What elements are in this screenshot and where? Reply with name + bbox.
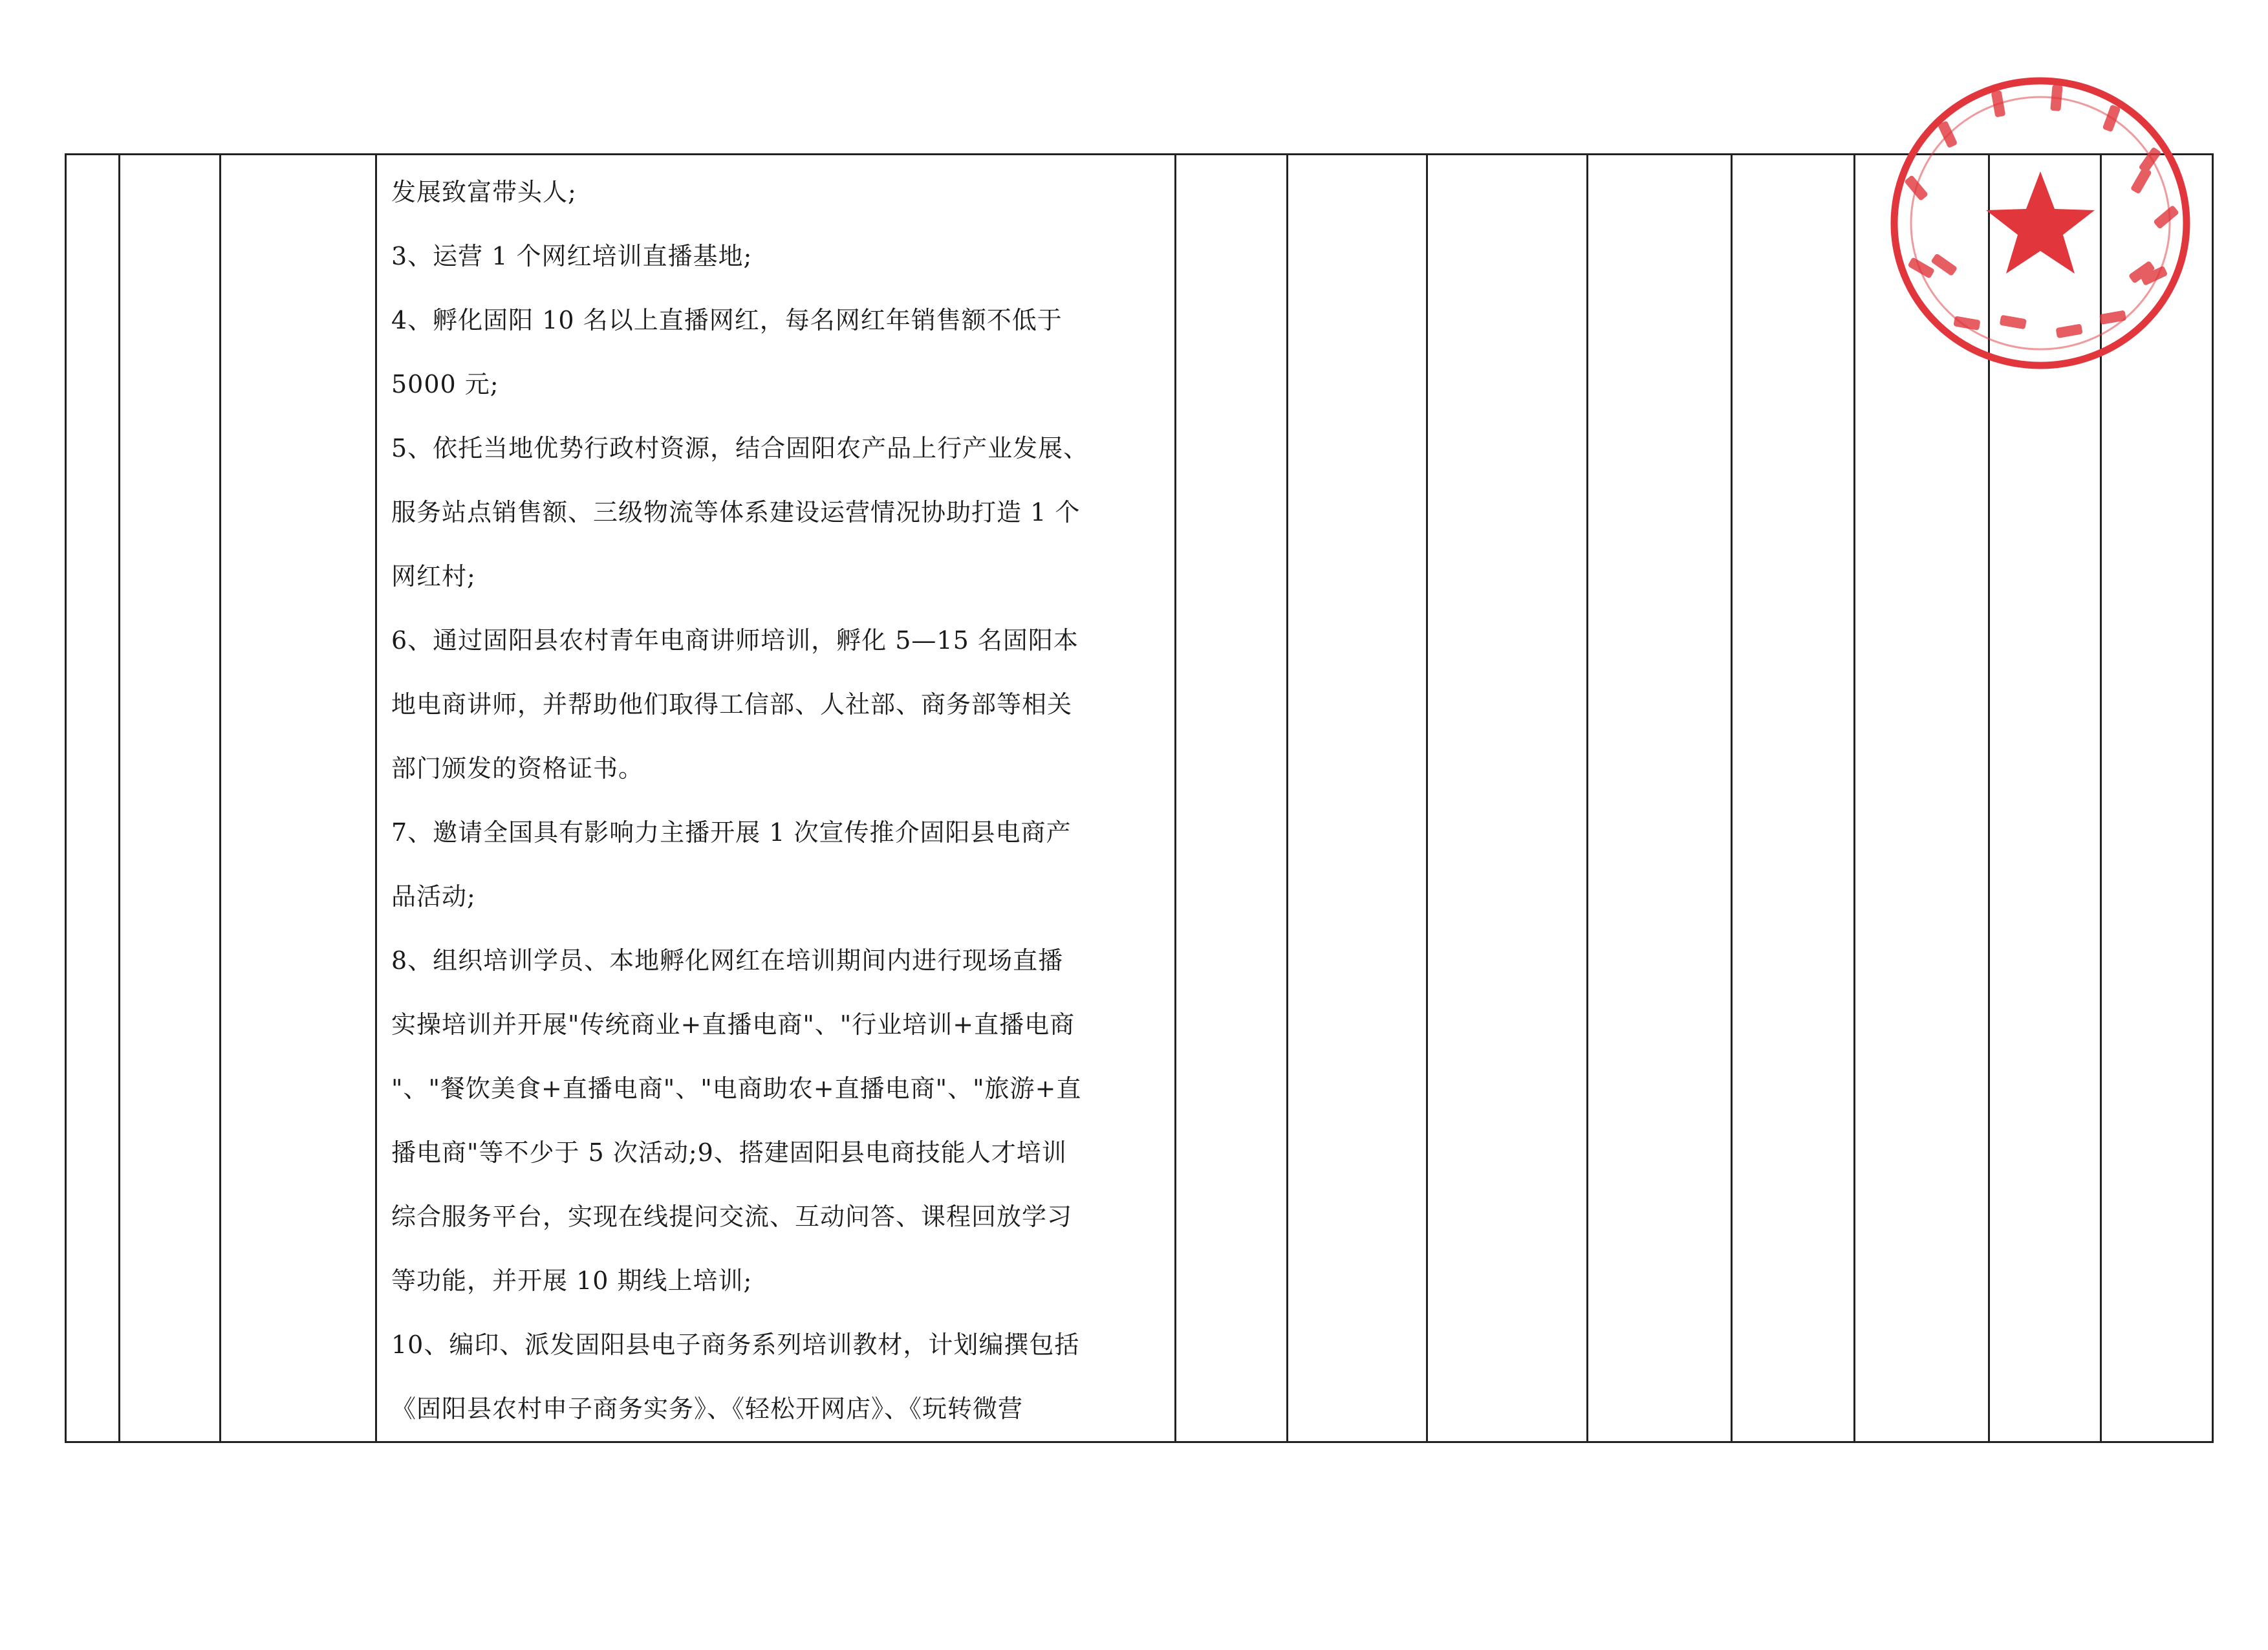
content-line: 《固阳县农村申子商务实务》、《轻松开网店》、《玩转微营: [391, 1395, 1024, 1423]
content-text: [377, 155, 1174, 1441]
table-cell-col2: [120, 155, 221, 1442]
table-cell-col9: [1732, 155, 1855, 1442]
table-cell-col1: [66, 155, 120, 1442]
content-line: 5000 元;: [391, 370, 499, 398]
content-line: 10、编印、派发固阳县电子商务系列培训教材，计划编撰包括: [391, 1330, 1080, 1359]
content-line: "、"餐饮美食+直播电商"、"电商助农+直播电商"、"旅游+直: [391, 1074, 1082, 1103]
content-line: 4、孵化固阳 10 名以上直播网红，每名网红年销售额不低于: [391, 306, 1063, 334]
content-line: 服务站点销售额、三级物流等体系建设运营情况协助打造 1 个: [391, 498, 1081, 526]
content-line: 播电商"等不少于 5 次活动;9、搭建固阳县电商技能人才培训: [391, 1138, 1067, 1167]
content-line: 6、通过固阳县农村青年电商讲师培训，孵化 5—15 名固阳本: [391, 626, 1079, 655]
table-cell-col6: [1288, 155, 1427, 1442]
content-line: 地电商讲师，并帮助他们取得工信部、人社部、商务部等相关: [391, 690, 1073, 719]
content-line: 5、依托当地优势行政村资源，结合固阳农产品上行产业发展、: [391, 434, 1089, 462]
content-line: 品活动;: [391, 882, 476, 911]
table-cell-col8: [1588, 155, 1732, 1442]
table-cell-col7: [1427, 155, 1588, 1442]
content-line: 发展致富带头人;: [391, 178, 577, 206]
content-line: 网红村;: [391, 562, 476, 591]
red-star-seal-icon: [1885, 71, 2196, 375]
table-cell-col3: [221, 155, 376, 1442]
content-line: 3、运营 1 个网红培训直播基地;: [391, 242, 753, 270]
content-line: 部门颁发的资格证书。: [391, 754, 644, 783]
table-cell-col5: [1176, 155, 1288, 1442]
content-line: 综合服务平台，实现在线提问交流、互动问答、课程回放学习: [391, 1202, 1073, 1231]
content-line: 7、邀请全国具有影响力主播开展 1 次宣传推介固阳县电商产: [391, 818, 1072, 847]
content-line: 实操培训并开展"传统商业+直播电商"、"行业培训+直播电商: [391, 1010, 1075, 1039]
content-cell: [376, 155, 1176, 1442]
seal-group: [1894, 81, 2187, 365]
content-line: 8、组织培训学员、本地孵化网红在培训期间内进行现场直播: [391, 946, 1064, 975]
content-line: 等功能，并开展 10 期线上培训;: [391, 1266, 753, 1295]
